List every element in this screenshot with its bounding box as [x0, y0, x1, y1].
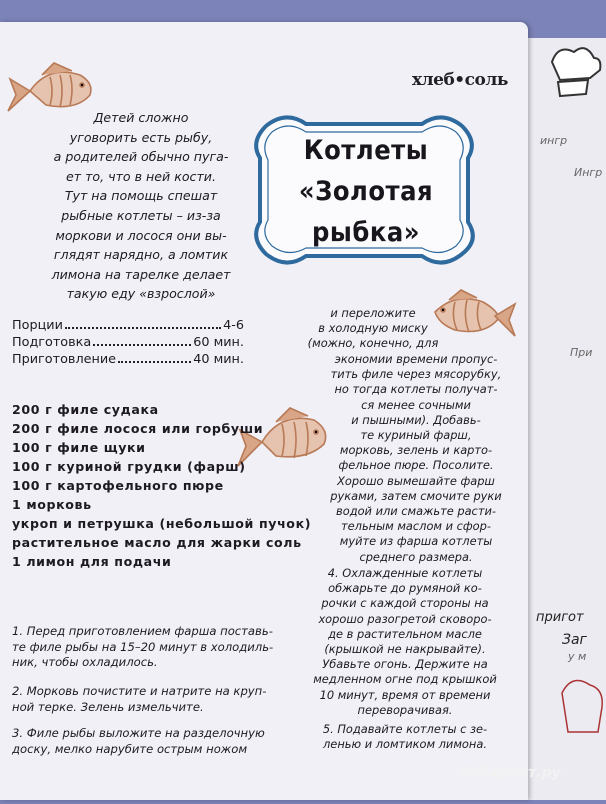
- next-page: [522, 38, 606, 800]
- side-label: ингр: [540, 134, 568, 147]
- step-line: 5. Подавайте котлеты с зе-: [322, 722, 488, 736]
- step-line: 10 минут, время от времени: [319, 687, 491, 702]
- step-line: медленном огне под крышкой: [313, 672, 497, 687]
- ingredient-item: 200 г филе лосося или горбуши: [12, 421, 264, 436]
- step-line: но тогда котлеты получат-: [334, 382, 498, 397]
- step-line: руками, затем смочите руки: [330, 488, 502, 503]
- step-3: [12, 726, 265, 757]
- recipe-title: [262, 130, 470, 253]
- step-line: водой или смажьте расти-: [336, 504, 496, 519]
- intro-line: лимона на тарелке делает: [51, 266, 231, 282]
- intro-text: [10, 108, 272, 304]
- step-line: ленью и ломтиком лимона.: [323, 737, 487, 752]
- step-3-continued: [298, 306, 448, 352]
- step-line: хорошо разогретой сковоро-: [318, 611, 492, 626]
- side-label: Заг: [562, 632, 587, 648]
- step-2: [12, 684, 266, 715]
- fish-icon: [232, 400, 332, 472]
- title-line: Котлеты: [303, 135, 429, 166]
- side-label: пригот: [536, 610, 584, 625]
- step-line: тить филе через мясорубку,: [330, 367, 502, 382]
- step-line: морковь, зелень и карто-: [339, 443, 493, 458]
- intro-line: моркови и лосося они вы-: [55, 227, 227, 243]
- side-label: При: [570, 346, 593, 359]
- step-line: ся менее сочными: [361, 397, 471, 412]
- step-1: [12, 624, 273, 671]
- stat-label: Подготовка: [12, 335, 92, 350]
- intro-line: Детей сложно: [93, 110, 189, 125]
- stat-cooking: [12, 352, 244, 367]
- chef-hat-icon: [522, 38, 606, 800]
- watermark: Лабиринт.ру: [458, 765, 561, 781]
- title-line: «Золотая: [298, 176, 434, 207]
- stat-label: Приготовление: [12, 352, 117, 367]
- step-line: фельное пюре. Посолите.: [338, 458, 494, 473]
- step-line: ник, чтобы охладилось.: [12, 655, 158, 670]
- ingredient-item: 100 г картофельного пюре: [12, 478, 224, 493]
- step-line: рочки с каждой стороны на: [321, 596, 489, 611]
- step-4: [300, 566, 510, 718]
- stat-value: 4-6: [223, 318, 244, 333]
- intro-line: такую еду «взрослой»: [66, 286, 216, 302]
- ingredient-item: растительное масло для жарки соль: [12, 535, 302, 550]
- ingredient-item: 1 лимон для подачи: [12, 554, 172, 569]
- step-line: и переложите: [330, 306, 416, 320]
- brand-logo: хлеб•соль: [412, 70, 508, 90]
- step-line: 2. Морковь почистите и натрите на круп-: [12, 684, 267, 698]
- intro-line: ет то, что в ней кости.: [66, 168, 216, 184]
- step-line: экономии времени пропус-: [334, 352, 498, 366]
- step-line: доску, мелко нарубите острым ножом: [12, 741, 248, 756]
- step-line: (крышкой не накрывайте).: [324, 642, 486, 657]
- ingredient-item: 200 г филе судака: [12, 402, 159, 417]
- title-line: рыбка»: [312, 217, 420, 248]
- intro-line: Тут на помощь спешат: [64, 188, 218, 204]
- ingredient-item: 100 г филе щуки: [12, 440, 146, 455]
- intro-line: уговорить есть рыбу,: [69, 129, 213, 145]
- step-line: де в растительном масле: [328, 626, 482, 641]
- intro-line: рыбные котлеты – из-за: [61, 207, 221, 223]
- step-line: (можно, конечно, для: [307, 336, 439, 351]
- stat-leader: [118, 352, 191, 363]
- step-line: те куриный фарш,: [360, 428, 472, 443]
- side-label: Ингр: [574, 166, 603, 179]
- step-line: 1. Перед приготовлением фарша поставь-: [12, 624, 273, 638]
- intro-line: а родителей обычно пуга-: [53, 149, 229, 165]
- step-line: Хорошо вымешайте фарш: [337, 473, 495, 488]
- stat-leader: [65, 318, 221, 329]
- step-line: муйте из фарша котлеты: [339, 534, 493, 549]
- step-line: тельным маслом и сфор-: [341, 519, 491, 534]
- side-label: у м: [568, 650, 587, 663]
- step-line: и пышными). Добавь-: [351, 412, 481, 427]
- stat-portions: [12, 318, 244, 333]
- ingredient-item: 1 морковь: [12, 497, 92, 512]
- step-line: 3. Филе рыбы выложите на разделочную: [12, 726, 265, 740]
- stat-prep: [12, 335, 244, 350]
- intro-line: глядят нарядно, а ломтик: [53, 247, 229, 263]
- step-line: в холодную миску: [318, 321, 428, 336]
- ingredient-item: 100 г куриной грудки (фарш): [12, 459, 246, 474]
- step-line: среднего размера.: [359, 549, 473, 564]
- stat-leader: [93, 335, 191, 346]
- step-3-continued: [318, 352, 514, 565]
- step-line: Убавьте огонь. Держите на: [322, 657, 488, 672]
- stat-value: 40 мин.: [193, 352, 244, 367]
- step-line: 4. Охлажденные котлеты: [327, 566, 483, 580]
- stat-label: Порции: [12, 318, 63, 333]
- step-line: обжарьте до румяной ко-: [328, 581, 482, 596]
- step-line: переворачивая.: [357, 702, 453, 717]
- step-line: те филе рыбы на 15–20 минут в холодиль-: [12, 639, 274, 654]
- step-line: ной терке. Зелень измельчите.: [12, 699, 204, 714]
- stat-value: 60 мин.: [193, 335, 244, 350]
- ingredient-item: укроп и петрушка (небольшой пучок): [12, 516, 312, 531]
- step-5: [300, 722, 510, 752]
